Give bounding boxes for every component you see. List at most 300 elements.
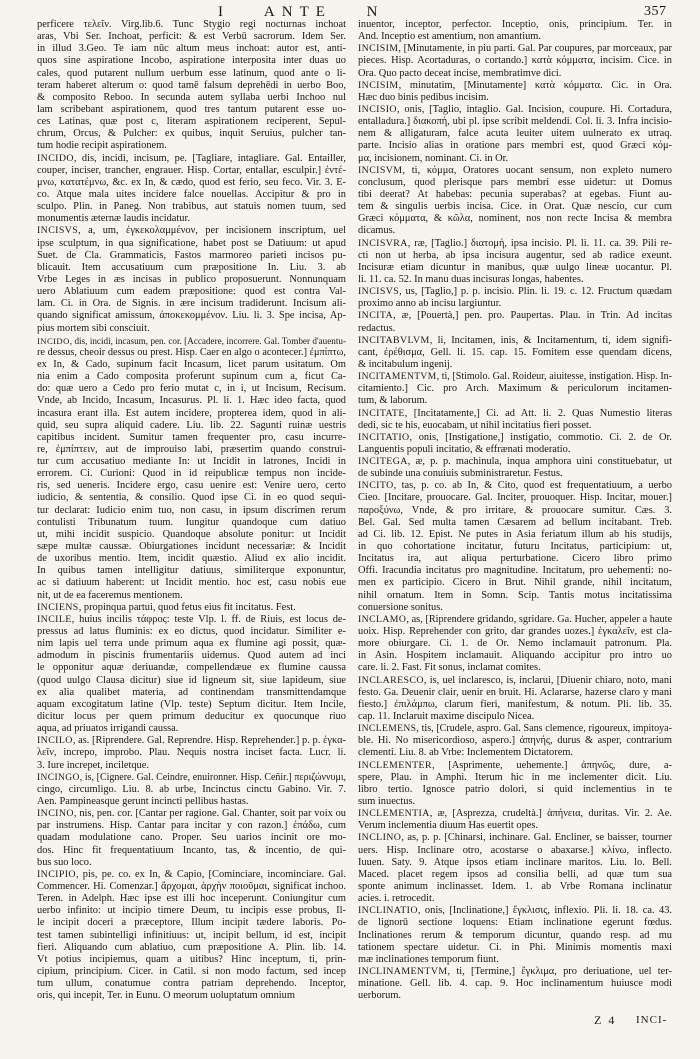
entry-text: ex In, & Cado, supinum facit Incasum, licet parum usitatum. Om	[37, 358, 346, 370]
entry-text: Maced. placet regem ipsos ad consilia belli, ad quæ tum sua	[358, 868, 672, 880]
headword: INCIDO	[37, 152, 74, 164]
page-number: 357	[644, 4, 667, 19]
dictionary-entry	[358, 675, 672, 724]
entry-line	[37, 310, 346, 322]
dictionary-entry	[358, 408, 672, 432]
entry-line	[37, 55, 346, 67]
entry-text: ac si datiuum haberent: ut Incidit mentio. hoc est, casu nobis eue	[37, 577, 346, 589]
entry-text: do: quæ uero a Cedo pro ferio mutat c, in i, ut Incisum, Recisum.	[37, 383, 346, 395]
entry-line	[358, 140, 672, 152]
entry-text: λεῖν, increpo, improbo. Plau. Nequis nostra inciset facta. Lucr. li.	[37, 747, 346, 759]
entry-line	[358, 602, 672, 614]
entry-text: , tis, [Crudele, aspro. Gal. Sans clemence, rigoureux, impitoya-	[416, 723, 672, 735]
entry-text: lam scribebant aspirationem, quod tres tantum putarent esse uo-	[37, 103, 346, 115]
entry-line	[37, 590, 346, 602]
entry-text: sum inuectus.	[358, 796, 416, 807]
entry-text: , pis, pe. co. ex In, & Capio, [Cominciare, incominciare. Gal.	[75, 868, 346, 880]
entry-text: bus suo loco.	[37, 856, 92, 868]
entry-line	[37, 930, 346, 942]
entry-line	[37, 857, 346, 869]
dictionary-entry	[358, 19, 672, 43]
entry-line	[358, 468, 672, 480]
entry-text: redactus.	[358, 322, 396, 334]
entry-line	[358, 238, 672, 250]
entry-line	[358, 444, 672, 456]
dictionary-entry	[358, 614, 672, 675]
entry-line	[358, 505, 672, 517]
entry-line	[37, 966, 346, 978]
entry-text: sponte animum inclinasset. Idem. 1. ab Vrbe Romana inclinatur	[358, 880, 672, 892]
dictionary-entry	[358, 310, 672, 334]
entry-line	[37, 735, 346, 747]
headword: INCILO	[37, 735, 73, 747]
headword: INCLEMENS	[358, 723, 417, 735]
entry-text: Suet. de Cla. Grammaticis, Fastos marmoreo parieti incisos pu-	[37, 249, 346, 261]
entry-text: , is, [Cignere. Gal. Ceindre, enuironner. Hisp. Ceñir.] περιζώννυμι,	[79, 771, 346, 783]
entry-line	[358, 820, 672, 832]
entry-text: nit, ut de ea faceremus mentionem.	[37, 589, 183, 601]
entry-text: uero Ablatiuum cum eadem præpositione: quod est contra Val-	[37, 286, 346, 298]
entry-line	[358, 869, 672, 881]
dictionary-entry	[358, 43, 672, 79]
entry-line	[37, 274, 346, 286]
entry-text: Ora. Quo pacto deceat incise, membratimve dici.	[358, 67, 562, 79]
entry-line	[37, 238, 346, 250]
entry-line	[37, 43, 346, 55]
entry-line	[37, 432, 346, 444]
entry-line	[37, 298, 346, 310]
entry-text: Verum inclementia diuum Has euertit opes.	[358, 820, 539, 832]
entry-line	[358, 359, 672, 371]
entry-text: nim lapis uel terra unde primum aqua ex flumine agi possit, quæ-	[37, 638, 346, 650]
dictionary-entry	[37, 335, 346, 602]
headword: INCITATE	[358, 407, 405, 419]
entry-text: proximo anno ab incisu largiuntur.	[358, 298, 502, 310]
dictionary-entry	[37, 772, 346, 808]
dictionary-entry	[37, 19, 346, 153]
entry-text: errorem. Ci. Curioni: Quod in id reipublicæ tempus non incide-	[37, 468, 346, 480]
entry-text: nia enim a Cado composita proferunt supinum cum a, ficut Ca-	[37, 371, 346, 383]
entry-line	[358, 881, 672, 893]
entry-text: sculpo. Plin. in Paneg. Non trabibus, aut statuis nomen tuum, sed	[37, 201, 346, 213]
entry-text: uoix. Hisp. Reprehender con grito, dar grandes uozes.] ἐγκαλεῖν, est cla-	[358, 626, 672, 638]
entry-text: cap. 11. Inclaruit maxime discipulo Nicea.	[358, 711, 535, 723]
entry-line	[37, 140, 346, 152]
entry-text: conclusum, quod plerisque pars membri esse uidetur: ut Domus	[358, 176, 672, 188]
entry-line	[37, 917, 346, 929]
headword: INCLINAMENTVM	[358, 965, 448, 977]
entry-line	[358, 347, 672, 359]
entry-line	[37, 225, 346, 237]
entry-line	[358, 796, 672, 808]
entry-line	[37, 832, 346, 844]
entry-line	[358, 31, 672, 43]
entry-line	[37, 335, 346, 347]
entry-line	[358, 456, 672, 468]
entry-text: Hæc duo binis pedibus incisim.	[358, 91, 489, 103]
entry-text: , as. [Riprendere. Gal. Reprendre. Hisp. Reprehender.] p. p. ἐγκα-	[72, 735, 346, 747]
entry-text: ex alia qualibet materia, ad continendam transmittendamque	[37, 686, 346, 698]
entry-line	[37, 614, 346, 626]
entry-text: Teren. in Adelph. Hæc ipse est illi hoc inceperunt. Coniungitur cum	[37, 893, 346, 905]
entry-line	[37, 371, 346, 383]
entry-text: Aen. Pampineasque gerunt incincti pellibus hastas.	[37, 796, 249, 807]
right-column	[358, 19, 672, 1002]
entry-text: Languentis populi incitatio, & effrænati moderatio.	[358, 443, 571, 455]
headword: INCISVRA	[358, 237, 408, 249]
entry-line	[358, 590, 672, 602]
entry-line	[358, 529, 672, 541]
entry-text: fieri. Aliquando cum ablatiuo, cum præpositione A. Plin. lib. 14.	[37, 941, 346, 953]
entry-text: tibi deerat? At habebas: pecunia superabas? at egebas. Fiunt au-	[358, 188, 672, 200]
entry-text: contulisti Tribunatum tuum. Iungitur quandoque cum datiuo	[37, 516, 346, 528]
entry-line	[358, 541, 672, 553]
entry-line	[37, 990, 346, 1002]
entry-line	[358, 662, 672, 674]
entry-text: pressus ad latus fluminis: ex eo dictus, quod incidatur. Similiter e-	[37, 626, 346, 638]
entry-line	[358, 371, 672, 383]
headword: INCITAMENTVM	[358, 372, 437, 383]
entry-line	[37, 201, 346, 213]
entry-text: tum ullum, conatumue contra patriam deprehendo. Inceptor,	[37, 978, 346, 990]
entry-line	[358, 966, 672, 978]
entry-line	[358, 250, 672, 262]
entry-line	[358, 128, 672, 140]
entry-text: Vnde, ab Incido, Incasum, Incasurus. Pl. li. 1. Hæc ideo facta, quod	[37, 395, 346, 407]
entry-line	[37, 165, 346, 177]
entry-text: admodum in piscinis frumentariis uidemus. Quod autem ad inci	[37, 650, 346, 662]
entry-line	[358, 80, 672, 92]
entry-line	[37, 602, 346, 614]
entry-line	[37, 456, 346, 468]
entry-text: chrum, Orcus, & Pulcher: ex quibus, inquit Seruius, pulcher tan-	[37, 128, 346, 140]
entry-text: aquam excogitatum latine (Vlp. teste) Septum dicitur. Item Incile,	[37, 698, 346, 710]
entry-line	[358, 286, 672, 298]
headword: INCIDO	[37, 335, 70, 346]
entry-line	[358, 565, 672, 577]
entry-line	[358, 905, 672, 917]
entry-line	[358, 55, 672, 67]
entry-text: acies. i. retrocedit.	[358, 893, 435, 905]
entry-text: in Asin. Hospitem inclamauit. Aliquando accipitur pro intro uo	[358, 650, 672, 662]
entry-text: & incitabulum ingenij.	[358, 358, 453, 370]
entry-text: perficere τελεῖν. Virg.lib.6. Tunc Stygio regi nocturnas inchoat	[37, 19, 346, 30]
entry-text: , [Incitatamente,] Ci. ad Att. li. 2. Quas Numestio literas	[404, 407, 672, 419]
entry-line	[37, 796, 346, 808]
entry-line	[358, 262, 672, 274]
entry-text: in quo cohortatione incitatur, futuru Incitatus, participium: ut,	[358, 541, 672, 553]
entry-text: And. Inceptio est amentium, non amantium.	[358, 31, 541, 43]
dictionary-entry	[37, 735, 346, 771]
entry-text: citamiento.] Cic. pro Arch. Maximum & periculorum incitamen-	[358, 383, 672, 395]
catchword: INCI-	[636, 1014, 668, 1026]
entry-text: cipium, principium. Cicer. in Catil. si non modo factum, sed incep	[37, 965, 346, 977]
entry-line	[37, 492, 346, 504]
entry-text: entalladura.] διακοπή, ubi pl. ipse scribit meldendi. Col. li. 3. Infra incisio-	[358, 116, 672, 128]
entry-line	[358, 177, 672, 189]
entry-text: aqua, ad priuatos irrigandi caussa.	[37, 723, 179, 735]
entry-line	[37, 128, 346, 140]
entry-line	[37, 286, 346, 298]
entry-text: ces Latinas, quæ post c, literam aspirationem reciperent, Sepul-	[37, 116, 346, 128]
entry-text: uerborum.	[358, 990, 401, 1002]
entry-text: co. Atque mala uites incidere falce nouellas. Accipitur & pro in	[37, 188, 346, 200]
entry-text: cti non ut herba, ab ipsa incisura augentur, sed ab radice exeunt.	[358, 249, 672, 261]
entry-line	[37, 383, 346, 395]
dictionary-entry	[358, 480, 672, 614]
entry-text: , [Minutamente, in piu parti. Gal. Par coupures, par morceaux, par	[398, 43, 672, 55]
entry-line	[37, 104, 346, 116]
headword: INCLARESCO	[358, 674, 424, 686]
entry-line	[37, 553, 346, 565]
entry-line	[37, 529, 346, 541]
entry-text: more obiurgare. Ci. 1. de Or. Nemo inclamauit patronum. Pla.	[358, 638, 672, 650]
entry-line	[37, 662, 346, 674]
entry-line	[358, 19, 672, 31]
entry-text: re, ἐμπίπτειν, aut de improuiso labi, præsertim quando construi-	[37, 443, 346, 455]
dictionary-entry	[358, 432, 672, 456]
entry-text: quid, seu supra aliquid cadere. Liu. lib. 22. Sagunti ruinæ uestris	[37, 419, 346, 431]
entry-line	[358, 772, 672, 784]
entry-text: spere, Plau. in Amphi. Iterum hic in me inclementer dicit. Liu.	[358, 771, 672, 783]
entry-line	[358, 614, 672, 626]
entry-line	[37, 905, 346, 917]
entry-text: cant, ἐρέθισμα, Gell. li. 15. cap. 15. Fomitem esse quendam dicens,	[358, 346, 672, 358]
entry-text: dedi, sic te his, euocabam, ut nihil incitatius fieri posset.	[358, 419, 592, 431]
entry-text: tationem spectare uidetur. Ci. in Phi. Minimis momentis maxi	[358, 941, 672, 953]
entry-text: quadam modulatione cano. Proper. Seu uarios incinit ore mo-	[37, 832, 346, 844]
entry-line	[358, 213, 672, 225]
entry-line	[37, 954, 346, 966]
entry-text: , onis, [Instigatione,] instigatio, commotio. Ci. 2. de Or.	[409, 431, 672, 443]
entry-text: uerbo infinito: ut incipio timere Deum, tu incipis esse probus, Il-	[37, 905, 346, 917]
entry-line	[37, 747, 346, 759]
entry-text: sæpe multæ caussæ. Obiurgationes incidunt necessariæ: & Incidit	[37, 541, 346, 553]
entry-line	[358, 298, 672, 310]
headword: INCINGO	[37, 772, 80, 783]
entry-line	[358, 699, 672, 711]
entry-text: , minutatim, [Minutamente] κατὰ κόμματα. Cic. in Ora.	[398, 79, 672, 91]
entry-text: ad Ci. lib. 12. Epist. Ne putes in Asia feriatum illum ab his studijs,	[358, 528, 672, 540]
entry-line	[358, 189, 672, 201]
entry-line	[37, 820, 346, 832]
headword: INCLINO	[358, 832, 402, 844]
dictionary-entry	[358, 905, 672, 966]
headword: INCINO	[37, 808, 74, 820]
dictionary-entry	[37, 153, 346, 226]
entry-text: cales, quod putarent nullum uerbum esse latinum, quod ante o li-	[37, 67, 346, 79]
entry-text: Offi. Iracundia incitatus pro magnitudine. Incitatum, pro uehementi: no-	[358, 565, 672, 577]
entry-text: , propinqua partui, quod fetus eius fit incitatus. Fest.	[78, 601, 296, 613]
entry-text: pieces. Hisp. Acortaduras, o cortando.] κατὰ κόμματα, incisim. Cice. in	[358, 55, 672, 67]
dictionary-entry	[37, 808, 346, 869]
headword: INCISVS	[37, 225, 79, 237]
entry-text: Vt potius incipiemus, quam a uitibus? Hinc inceptum, ti, prin-	[37, 953, 346, 965]
entry-line	[37, 784, 346, 796]
entry-line	[358, 735, 672, 747]
entry-line	[37, 92, 346, 104]
headword: INCLAMO	[358, 613, 407, 625]
entry-line	[37, 359, 346, 371]
entry-text: ut, mihi incidit suspicio. Quandoque absolute ponitur: ut Incidit	[37, 528, 346, 540]
dictionary-entry	[358, 760, 672, 809]
entry-line	[37, 723, 346, 735]
entry-text: pius mortem sibi consciuit.	[37, 322, 150, 334]
entry-text: tur declarat: Iudicio enim tuo, non casu, in ipsum discrimen rerum	[37, 504, 346, 516]
dictionary-entry	[358, 723, 672, 759]
entry-text: In quibus tamen intelligitur datiuus, similiterque exponuntur,	[37, 565, 346, 577]
headword: INCITATIO	[358, 431, 410, 443]
dictionary-entry	[358, 286, 672, 310]
entry-text: conuersione sonitus.	[358, 601, 443, 613]
entry-line	[358, 153, 672, 165]
dictionary-entry	[358, 832, 672, 905]
entry-line	[358, 954, 672, 966]
entry-text: test tamen subintelligi infinitiuus: ut, incipit bellum, id est, incipit	[37, 929, 346, 941]
entry-line	[37, 760, 346, 772]
entry-text: Incitatus ira, aut aliqua perturbatione. Cicero libro primo	[358, 553, 672, 565]
entry-text: , onis, [Taglio, intaglio. Gal. Incision, coupure. Hi. Cortadura,	[396, 103, 672, 115]
entry-line	[358, 310, 672, 322]
entry-line	[358, 638, 672, 650]
entry-text: Commencer. Hi. Comenzar.] ἄρχομαι, ἀρχὴν ποιοῦμαι, significat inchoo.	[37, 880, 346, 892]
entry-line	[37, 675, 346, 687]
signature-mark: Z 4	[594, 1013, 617, 1027]
entry-line	[37, 80, 346, 92]
entry-text: , a, um, ἐγκεκολαμμένον, per incisionem inscriptum, uel	[78, 225, 346, 237]
entry-text: oris, qui incepit, Ter. in Eunu. O meorum uoluptatum omnium	[37, 990, 295, 1002]
entry-text: teram haberet alterum o: quod tamē falsum deprehēdi in uerbo Boo,	[37, 79, 346, 91]
entry-text: , us, [Taglio,] p. p. incisio. Plin. li. 19. c. 12. Fructum quædam	[399, 286, 672, 298]
entry-text: dos. Hinc fit frequentatiuum Incanto, tas, & incentio, de qui-	[37, 844, 346, 856]
entry-line	[37, 468, 346, 480]
entry-text: , dis, incidi, incasum, pen. cor. [Accadere, incorrere. Gal. Tomber d'auentu-	[69, 335, 346, 346]
entry-line	[37, 699, 346, 711]
entry-line	[37, 31, 346, 43]
entry-line	[37, 893, 346, 905]
entry-text: clementi. Liu. 8. ab Vrbe: Inclementem Dictatorem.	[358, 747, 574, 759]
dictionary-entry	[37, 614, 346, 735]
entry-line	[358, 930, 672, 942]
entry-line	[358, 675, 672, 687]
entry-line	[358, 845, 672, 857]
entry-text: , ti, κόμμα, Oratores uocant sensum, non expleto numero	[402, 164, 672, 176]
entry-line	[358, 335, 672, 347]
entry-text: men ex participio. Cicero in Brut. Nihil grande, nihil incitatum,	[358, 577, 672, 589]
entry-text: tum, & laborum.	[358, 395, 428, 407]
entry-line	[37, 213, 346, 225]
entry-line	[358, 747, 672, 759]
entry-text: , as, [Riprendere gridando, sgridare. Ga. Hucher, appeler a haute	[406, 613, 672, 625]
entry-line	[37, 626, 346, 638]
entry-line	[358, 383, 672, 395]
entry-line	[358, 857, 672, 869]
entry-text: blicauit. Item accusatiuum cum præpositione In. Liu. 3. ab	[37, 261, 346, 273]
entry-text: , ti, [Stimolo. Gal. Roideur, aiuitesse, instigation. Hisp. In-	[436, 371, 672, 383]
entry-text: uers. Hisp. Inclinare otro, acostarse o abaxarse.] κλίνω, inflecto.	[358, 844, 672, 856]
entry-text: parte. Incisio alias in oratione pars membri est, quod Græci κόμ-	[358, 140, 672, 152]
entry-line	[358, 760, 672, 772]
entry-line	[358, 274, 672, 286]
entry-text: inuentor, inceptor, perfector. Inceptio, onis, principium. Ter. in	[358, 19, 672, 30]
entry-text: Bel. Gal. Sed multa tamen Cæsarem ad bellum incitabant. Treb.	[358, 516, 672, 528]
entry-text: , æ, [Asprezza, crudeltà.] ἀπήνεια, duritas. Vir. 2. Ae.	[429, 808, 672, 820]
entry-line	[358, 480, 672, 492]
headword: INCILE	[37, 613, 72, 625]
entry-line	[358, 104, 672, 116]
entry-text: , æ, [Pouertà,] pen. pro. Paupertas. Plau. in Trin. Ad incitas	[393, 310, 672, 322]
dictionary-entry	[358, 335, 672, 371]
entry-line	[358, 43, 672, 55]
entry-line	[37, 638, 346, 650]
entry-text: le opponitur aquæ deriuandæ, compellendæue ex flumine caussa	[37, 662, 346, 674]
entry-text: 3. Iure increpet, inciletque.	[37, 759, 149, 771]
entry-text: , æ, p. p. machinula, inqua amphora uini constituebatur, ut	[407, 456, 672, 468]
headword: INCISIM	[358, 79, 399, 91]
entry-line	[358, 408, 672, 420]
entry-text: quando significat amissum, ἀποκεκομμένον. Liu. li. 3. Spe incisa, Ap-	[37, 310, 346, 322]
entry-line	[37, 408, 346, 420]
headword: INCITA	[358, 310, 394, 322]
entry-line	[358, 687, 672, 699]
entry-line	[358, 420, 672, 432]
left-column	[37, 19, 346, 1002]
entry-text: de subinde una conuiuis subministraretur. Festus.	[358, 468, 563, 480]
entry-line	[358, 942, 672, 954]
entry-text: , tas, p. co. ab In, & Cito, quod est frequentatiuum, a uerbo	[393, 480, 672, 492]
entry-text: , onis, [Inclinatione,] ἔγκλισις, inflexio. Pli. li. 18. ca. 43.	[417, 905, 672, 917]
entry-line	[358, 225, 672, 237]
headword: INCLEMENTER	[358, 759, 432, 771]
entry-text: quos sine aspiratione Incobo, aspiratione interposita inter duas uo	[37, 55, 346, 67]
running-head: I ANTE N	[218, 4, 385, 20]
entry-text: μα, incisionem, nominant. Ci. in Or.	[358, 152, 509, 164]
entry-line	[358, 917, 672, 929]
headword: INCISVM	[358, 164, 403, 176]
entry-line	[37, 845, 346, 857]
dictionary-entry	[358, 371, 672, 407]
entry-text: tur cum accusatiuo mediante In: ut Incidit in latrones, Incidi in	[37, 456, 346, 468]
headword: INCITABVLVM	[358, 334, 430, 346]
entry-line	[358, 711, 672, 723]
entry-line	[358, 808, 672, 820]
entry-text: tum hodie recipit aspirationem.	[37, 140, 167, 152]
entry-text: re dessus, cheoir dessus ou prest. Hisp. Caer en algo o acontecer.] ἐμπίπτω,	[37, 346, 346, 358]
entry-text: couper, inciser, trancher, engrauer. Hisp. Cortar, entallar, esculpir.] ἐντέ-	[37, 164, 346, 176]
entry-line	[358, 201, 672, 213]
entry-line	[358, 784, 672, 796]
entry-text: dicitur locus per quem primum deducitur ex quocunque riuo	[37, 711, 346, 723]
headword: INCIPIO	[37, 868, 76, 880]
entry-text: , li, Incitamen, inis, & Incitamentum, ti, idem signifi-	[429, 334, 672, 346]
headword: INCITO	[358, 480, 394, 492]
entry-line	[358, 116, 672, 128]
entry-text: , [Asprimente, uehemente.] ἀπηνῶς, dure, a-	[431, 759, 672, 771]
entry-line	[37, 323, 346, 335]
entry-line	[37, 505, 346, 517]
entry-line	[358, 165, 672, 177]
entry-line	[358, 626, 672, 638]
entry-text: incasura erant illa. Est autem incidere, propterea idem, quod in ali-	[37, 407, 346, 419]
entry-line	[358, 92, 672, 104]
entry-text: Vrbe Leges in æs incisas in publico proposuerunt. Nonnunquam	[37, 273, 346, 285]
entry-text: Iuuen. Saty. 9. Atque ipsos etiam inclinare maritos. Liu. lo. Bell.	[358, 856, 672, 868]
entry-text: nem & alligaturam, falce acuta leuiter uitem uulnerato ex utraq.	[358, 128, 672, 140]
entry-line	[358, 68, 672, 80]
entry-line	[37, 347, 346, 359]
dictionary-entry	[358, 966, 672, 1002]
entry-text: dicamus.	[358, 225, 396, 237]
